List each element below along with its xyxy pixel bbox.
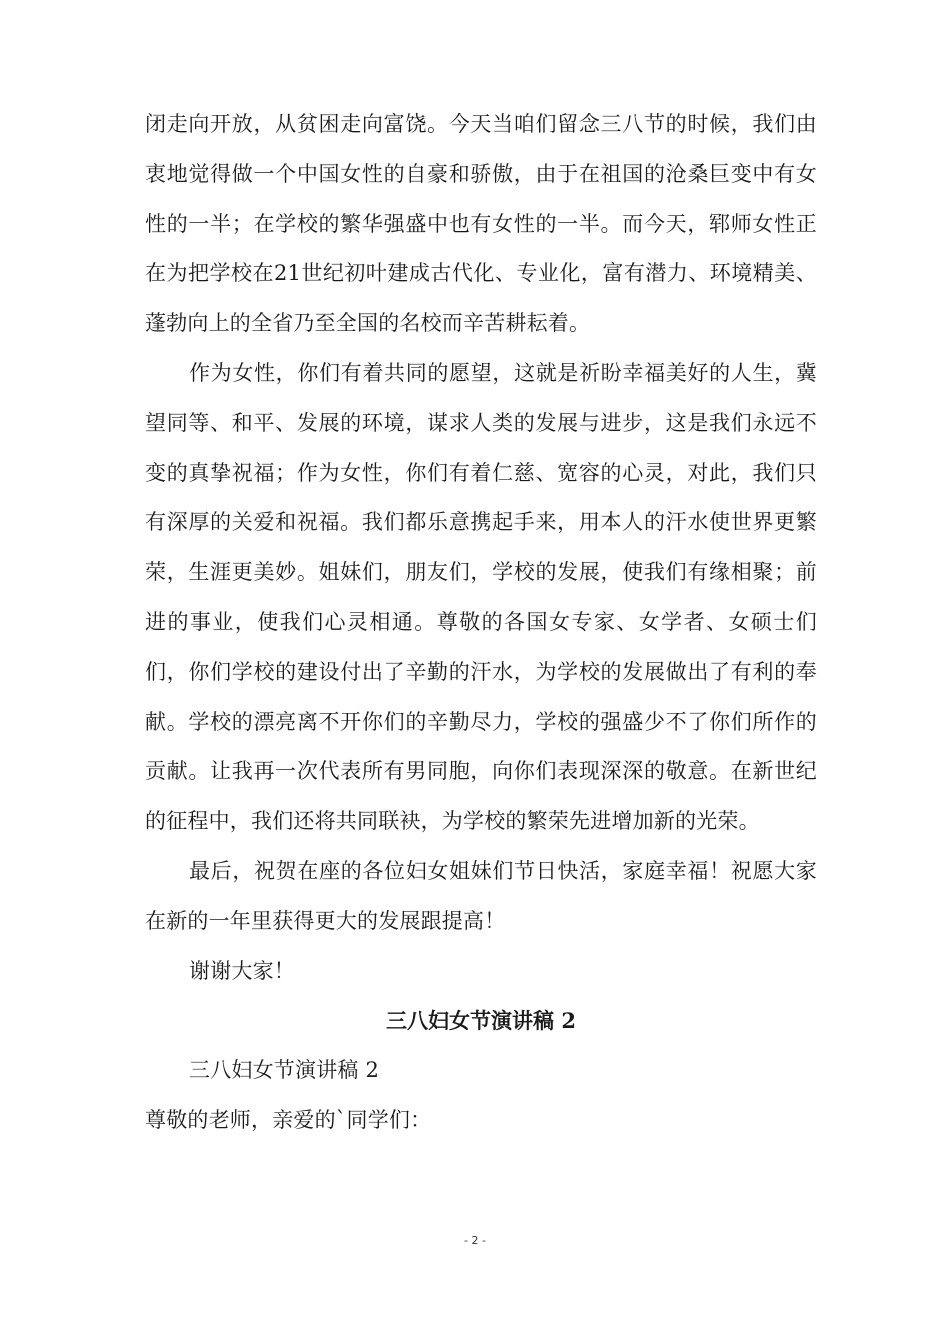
page-number: - 2 - bbox=[464, 1234, 486, 1247]
salutation: 尊敬的老师，亲爱的`同学们： bbox=[145, 1107, 432, 1132]
paragraph-continued: 闭走向开放，从贫困走向富饶。今天当咱们留念三八节的时候，我们由衷地觉得做一个中国女性的自豪和骄傲，由于在祖国的沧桑巨变中有女性的一半；在学校的繁华强盛中也有女性的一半。而今天，郓师女性正在为把学校在21世纪初叶建成古代化、专业化，富有潜力、环境精美、蓬勃向上的全省乃至全国的名校而辛苦耕耘着。 bbox=[145, 112, 817, 336]
paragraph-wishes: 作为女性，你们有着共同的愿望，这就是祈盼幸福美好的人生，冀望同等、和平、发展的环境，谋求人类的发展与进步，这是我们永远不变的真挚祝福；作为女性，你们有着仁慈、宽容的心灵，对此，我们只有深厚的关爱和祝福。我们都乐意携起手来，用本人的汗水使世界更繁荣，生涯更美妙。姐妹们，朋友们，学校的发展，使我们有缘相聚；前进的事业，使我们心灵相通。尊敬的各国女专家、女学者、女硕士们们，你们学校的建设付出了辛勤的汗水，为学校的发展做出了有利的奉献。学校的漂亮离不开你们的辛勤尽力，学校的强盛少不了你们所作的贡献。让我再一次代表所有男同胞，向你们表现深深的敬意。在新世纪的征程中，我们还将共同联袂，为学校的繁荣先进增加新的光荣。 bbox=[145, 360, 817, 834]
section-heading: 三八妇女节演讲稿 2 bbox=[386, 1008, 576, 1034]
paragraph-closing: 最后，祝贺在座的各位妇女姐妹们节日快活，家庭幸福！祝愿大家在新的一年里获得更大的发展跟提高！ bbox=[145, 858, 817, 933]
paragraph-thanks: 谢谢大家！ bbox=[189, 958, 295, 983]
section-subtitle: 三八妇女节演讲稿 2 bbox=[189, 1058, 380, 1083]
document-body bbox=[145, 100, 817, 1146]
